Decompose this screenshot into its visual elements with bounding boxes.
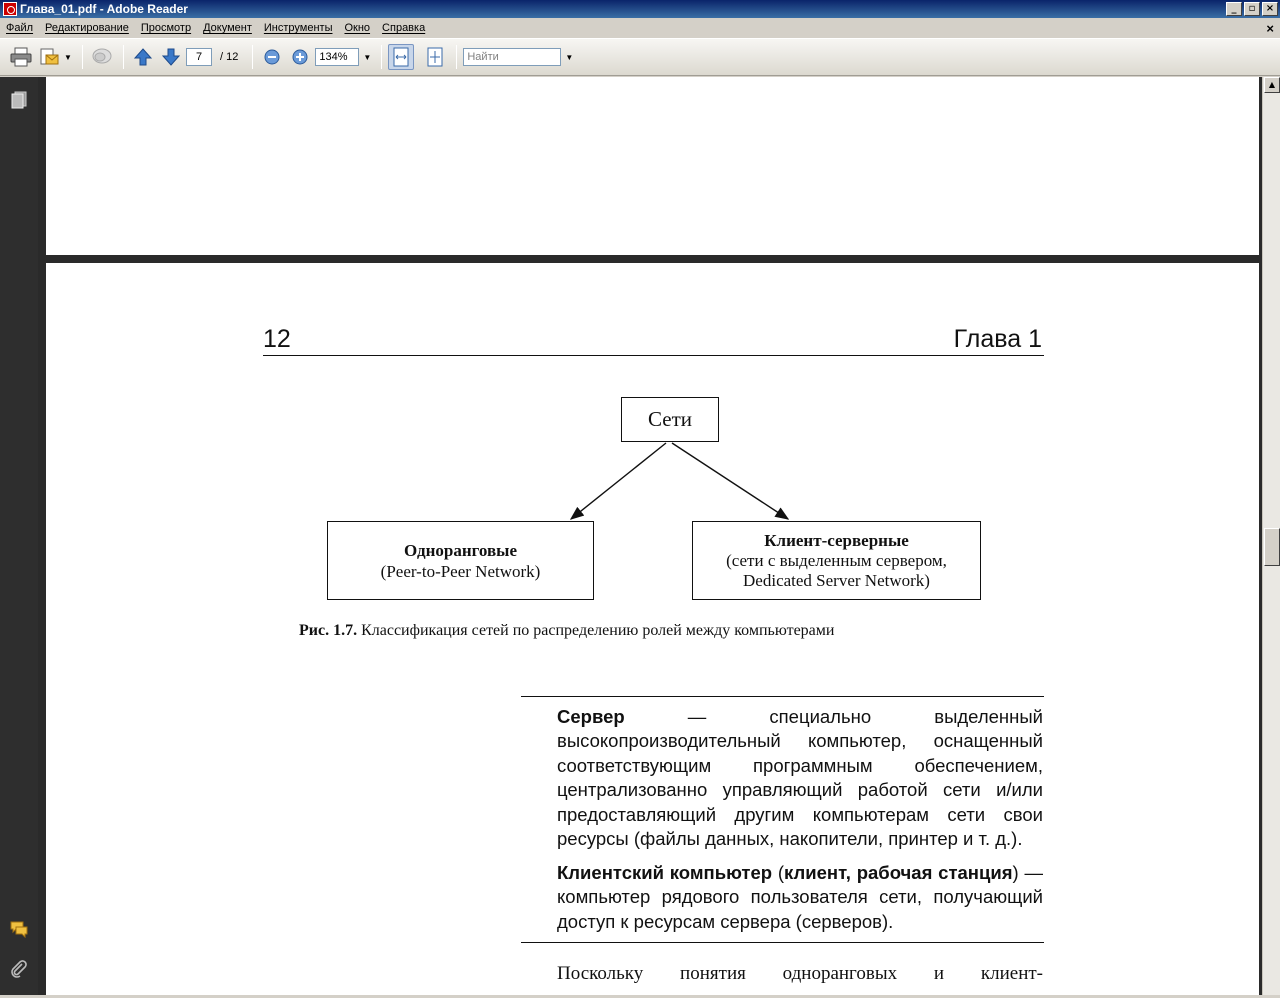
email-dropdown-icon[interactable]: ▼ bbox=[64, 52, 72, 62]
comments-icon bbox=[91, 47, 113, 67]
zoom-level-input[interactable]: 134% bbox=[315, 48, 359, 66]
client-server-subtitle-1: (сети с выделенным сервером, bbox=[726, 550, 947, 570]
pdf-app-icon bbox=[3, 2, 17, 16]
document-close-icon[interactable]: × bbox=[1266, 20, 1274, 36]
zoom-in-icon bbox=[291, 48, 309, 66]
pdf-page-previous bbox=[46, 77, 1259, 255]
email-button[interactable] bbox=[36, 44, 62, 70]
window-title: Глава_01.pdf - Adobe Reader bbox=[20, 2, 188, 16]
previous-page-button[interactable] bbox=[130, 44, 156, 70]
definition-client-term-alt: клиент, рабочая станция bbox=[784, 862, 1013, 883]
page-number: 12 bbox=[263, 325, 291, 353]
printer-icon bbox=[10, 47, 32, 67]
print-button[interactable] bbox=[8, 44, 34, 70]
peer-to-peer-subtitle: (Peer-to-Peer Network) bbox=[380, 561, 541, 581]
menu-window[interactable]: Окно bbox=[344, 22, 371, 34]
diagram-arrows bbox=[46, 263, 1259, 663]
title-bar bbox=[0, 0, 1280, 18]
zoom-out-button[interactable] bbox=[259, 44, 285, 70]
toolbar bbox=[0, 38, 1280, 76]
scroll-thumb[interactable] bbox=[1264, 528, 1280, 566]
chapter-header: Глава 1 bbox=[953, 325, 1042, 353]
arrow-down-icon bbox=[161, 47, 181, 67]
diagram-node-peer-to-peer bbox=[327, 521, 594, 600]
page-number-input[interactable]: 7 bbox=[186, 48, 212, 66]
definition-client-text: ) — компьютер рядового пользователя сети, получающий доступ к ресурсам сервера (серверов). bbox=[557, 862, 1043, 932]
email-icon bbox=[38, 47, 60, 67]
menu-tools[interactable]: Инструменты bbox=[263, 22, 333, 34]
document-view[interactable] bbox=[38, 77, 1262, 995]
fit-width-button[interactable] bbox=[388, 44, 414, 70]
fit-width-icon bbox=[392, 47, 410, 67]
definition-client: Клиентский компьютер (клиент, рабочая станция) — компьютер рядового пользователя сети, получающий доступ к ресурсам сервера (серверов). bbox=[557, 862, 1043, 932]
find-input[interactable]: Найти bbox=[463, 48, 561, 66]
diagram-node-client-server bbox=[692, 521, 981, 600]
zoom-out-icon bbox=[263, 48, 281, 66]
figure-caption bbox=[299, 622, 834, 640]
comment-button[interactable] bbox=[89, 44, 115, 70]
next-page-button[interactable] bbox=[158, 44, 184, 70]
close-button[interactable]: × bbox=[1262, 2, 1278, 16]
client-server-title: Клиент-серверные bbox=[764, 530, 909, 550]
menu-file[interactable]: Файл bbox=[6, 22, 34, 34]
peer-to-peer-title: Одноранговые bbox=[403, 540, 517, 560]
menu-help[interactable]: Справка bbox=[382, 22, 426, 34]
definition-server-text: — специально выделенный высокопроизводительный компьютер, оснащенный соответствующим программным обеспечением, централизованно управляющий работой сети и/или предоставляющий другим компьютерам сети свои ресурсы (файлы данных, накопители, принтер и т. д.). bbox=[557, 706, 1043, 850]
comments-panel-icon[interactable] bbox=[10, 920, 28, 938]
menu-view[interactable]: Просмотр bbox=[140, 22, 192, 34]
pdf-page bbox=[46, 263, 1259, 995]
definition-rule-top bbox=[521, 696, 1044, 697]
definition-server-term: Сервер bbox=[557, 706, 625, 727]
diagram-root-label: Сети bbox=[648, 407, 692, 431]
pages-icon[interactable] bbox=[10, 91, 28, 109]
maximize-button[interactable]: ▫ bbox=[1244, 2, 1260, 16]
page-total: / 12 bbox=[220, 51, 239, 63]
definition-rule-bottom bbox=[521, 942, 1044, 943]
definition-server bbox=[557, 705, 1043, 851]
fit-page-button[interactable] bbox=[422, 44, 448, 70]
attachment-icon[interactable] bbox=[10, 960, 28, 978]
menu-document[interactable]: Документ bbox=[203, 22, 252, 34]
navigation-panel bbox=[0, 77, 38, 998]
arrow-up-icon bbox=[133, 47, 153, 67]
diagram-node-networks bbox=[621, 397, 719, 442]
minimize-button[interactable]: _ bbox=[1226, 2, 1242, 16]
body-paragraph: Поскольку понятия одноранговых и клиент- bbox=[557, 963, 1043, 984]
scroll-up-icon[interactable]: ▲ bbox=[1264, 77, 1280, 93]
vertical-scrollbar[interactable] bbox=[1262, 77, 1280, 995]
zoom-in-button[interactable] bbox=[287, 44, 313, 70]
figure-caption-label: Рис. 1.7. bbox=[299, 622, 358, 639]
zoom-dropdown-icon[interactable]: ▼ bbox=[363, 52, 372, 62]
menu-bar bbox=[0, 18, 1280, 38]
find-dropdown-icon[interactable]: ▼ bbox=[565, 52, 574, 62]
definition-client-term: Клиентский компьютер bbox=[557, 862, 773, 883]
figure-caption-text: Классификация сетей по распределению ролей между компьютерами bbox=[357, 622, 835, 639]
menu-edit[interactable]: Редактирование bbox=[45, 22, 129, 34]
client-server-subtitle-2: Dedicated Server Network) bbox=[743, 570, 930, 590]
fit-page-icon bbox=[426, 47, 444, 67]
